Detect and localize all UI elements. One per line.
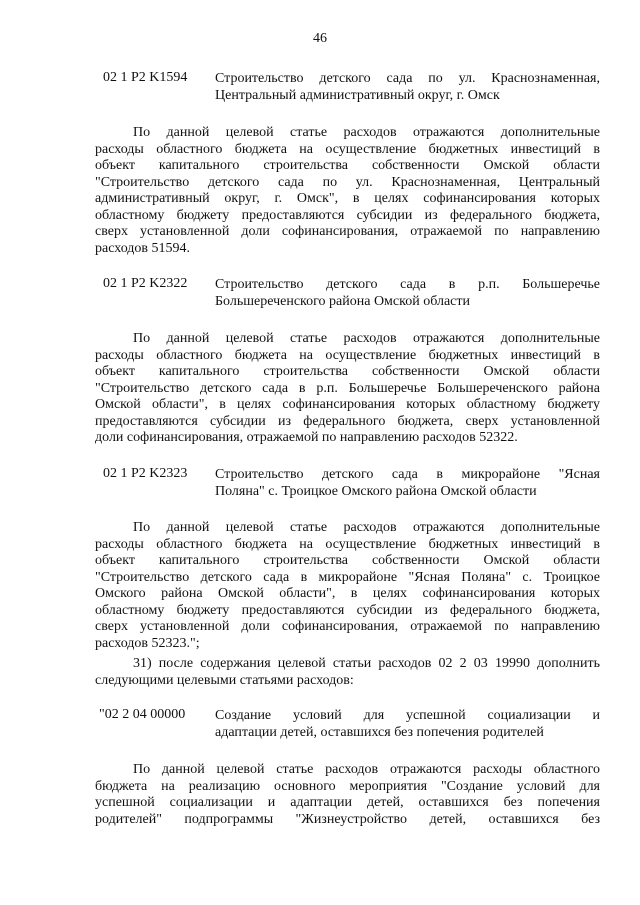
entry-description-4: По данной целевой статье расходов отражаются расходы областного бюджета на реализацию основного мероприятия "Создание условий для успешной социализации и адаптации детей, оставшихся без попечения родителей" подпрограммы "Жизнеустройство детей, оставшихся без <box>95 762 600 827</box>
entry-title: Строительство детского сада в микрорайоне "Ясная Поляна" с. Троицкое Омского района Омской области <box>215 467 600 499</box>
entry-description-3: По данной целевой статье расходов отражаются дополнительные расходы областного бюджета на осуществление бюджетных инвестиций в объект капитального строительства собственности Омской области "Строительство детского сада в микрорайоне "Ясная Поляна" с. Троицкое Омского района Омской области", в целях софинансирования которых областному бюджету предоставляются субсидии из федерального бюджета, сверх установленной доли софинансирования, отражаемой по направлению расходов 52323."; <box>95 520 600 651</box>
page-number: 46 <box>313 31 327 46</box>
entry-description-2: По данной целевой статье расходов отражаются дополнительные расходы областного бюджета на осуществление бюджетных инвестиций в объект капитального строительства собственности Омской области "Строительство детского сада в р.п. Большеречье Большереченского района Омской области", в целях софинансирования которых областному бюджету предоставляются субсидии из федерального бюджета, сверх установленной доли софинансирования, отражаемой по направлению расходов 52322. <box>95 331 600 445</box>
budget-entry-3 <box>95 466 600 500</box>
entry-code: 02 1 P2 K2323 <box>103 466 188 481</box>
entry-title: Строительство детского сада в р.п. Большеречье Большереченского района Омской области <box>215 277 600 309</box>
entry-title: Строительство детского сада по ул. Краснознаменная, Центральный административный округ, г. Омск <box>215 71 600 103</box>
entry-title: Создание условий для успешной социализации и адаптации детей, оставшихся без попечения родителей <box>215 708 600 740</box>
entry-code: 02 1 P2 K1594 <box>103 70 188 85</box>
budget-entry-4 <box>95 707 600 741</box>
budget-entry-2 <box>95 276 600 310</box>
entry-code: 02 1 P2 K2322 <box>103 276 188 291</box>
entry-code: "02 2 04 00000 <box>99 707 186 722</box>
entry-description-1: По данной целевой статье расходов отражаются дополнительные расходы областного бюджета на осуществление бюджетных инвестиций в объект капитального строительства собственности Омской области "Строительство детского сада по ул. Краснознаменная, Центральный административный округ, г. Омск", в целях софинансирования которых областному бюджету предоставляются субсидии из федерального бюджета, сверх установленной доли софинансирования, отражаемой по направлению расходов 51594. <box>95 125 600 256</box>
budget-entry-1 <box>95 70 600 104</box>
amendment-clause: 31) после содержания целевой статьи расходов 02 2 03 19990 дополнить следующими целевыми статьями расходов: <box>95 656 600 688</box>
